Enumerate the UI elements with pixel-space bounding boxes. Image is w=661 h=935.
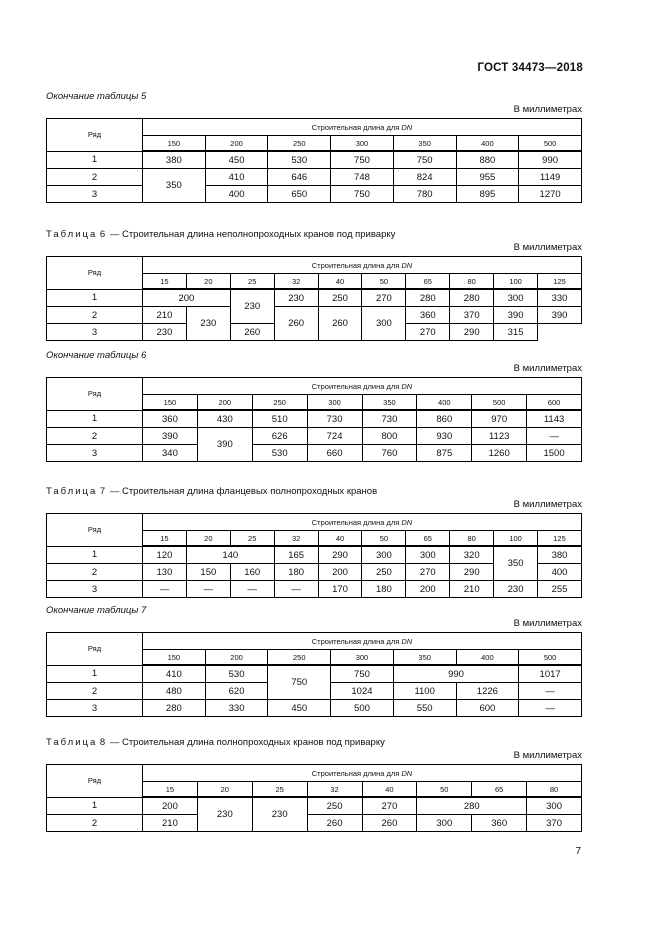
table-caption: Окончание таблицы 7 [46,605,147,616]
value-cell: 315 [494,324,538,341]
dn-header: 600 [527,395,582,411]
value-cell: 660 [307,445,362,462]
table-row [47,428,582,445]
dn-header: 20 [186,274,230,290]
dn-header: 200 [205,650,268,666]
dn-header: 80 [450,274,494,290]
series-cell: 2 [47,564,143,581]
series-cell: 3 [47,581,143,598]
series-cell: 2 [47,428,143,445]
value-cell: 350 [143,169,206,203]
row-header: Ряд [47,765,143,798]
table-row [47,797,582,815]
value-cell: 824 [393,169,456,186]
value-cell: 1260 [472,445,527,462]
dn-header: 15 [143,531,187,547]
value-cell: 260 [230,324,274,341]
value-cell: 370 [527,815,582,832]
value-cell: 260 [318,307,362,341]
dn-header: 50 [362,274,406,290]
series-cell: 3 [47,186,143,203]
value-cell: 380 [143,151,206,169]
value-cell: 875 [417,445,472,462]
dn-header: 80 [450,531,494,547]
units-label: В миллиметрах [513,363,582,374]
series-cell: 3 [47,324,143,341]
value-cell: 330 [538,289,582,307]
value-cell: 430 [197,410,252,428]
value-cell: 280 [450,289,494,307]
dn-header: 15 [143,274,187,290]
row-header: Ряд [47,514,143,547]
value-cell: — [527,428,582,445]
dn-caption: Строительная длина для DN [143,378,582,395]
table-7-end-block [46,605,582,717]
value-cell: 250 [318,289,362,307]
value-cell: 390 [494,307,538,324]
dn-header: 400 [417,395,472,411]
value-cell: 260 [274,307,318,341]
value-cell: 300 [417,815,472,832]
dn-header: 500 [472,395,527,411]
dn-header: 65 [406,274,450,290]
value-cell: 140 [186,546,274,564]
dn-header: 250 [268,136,331,152]
dn-caption: Строительная длина для DN [143,119,582,136]
value-cell: 1149 [519,169,582,186]
value-cell: 370 [450,307,494,324]
value-cell: 290 [450,324,494,341]
value-cell: 1270 [519,186,582,203]
value-cell: 290 [450,564,494,581]
value-cell: 270 [362,797,417,815]
value-cell: 750 [331,151,394,169]
dn-header: 65 [472,782,527,798]
value-cell: 390 [538,307,582,324]
dn-header: 350 [362,395,417,411]
table-7-end [46,632,582,717]
dn-header: 100 [494,531,538,547]
value-cell: 750 [331,186,394,203]
value-cell: 360 [406,307,450,324]
value-cell: 410 [205,169,268,186]
value-cell: 120 [143,546,187,564]
dn-caption: Строительная длина для DN [143,514,582,531]
series-cell: 2 [47,683,143,700]
value-cell: 180 [274,564,318,581]
value-cell: 990 [519,151,582,169]
value-cell: — [186,581,230,598]
dn-header: 20 [186,531,230,547]
dn-header: 32 [307,782,362,798]
value-cell: 1226 [456,683,519,700]
dn-header: 40 [362,782,417,798]
table-caption: Таблица 6 — Строительная длина неполнопроходных кранов под приварку [46,229,396,240]
value-cell: — [143,581,187,598]
value-cell: 530 [205,665,268,683]
value-cell: 530 [268,151,331,169]
value-cell: 550 [393,700,456,717]
value-cell: 150 [186,564,230,581]
dn-header: 350 [393,650,456,666]
value-cell: 600 [456,700,519,717]
series-cell: 3 [47,445,143,462]
dn-header: 400 [456,136,519,152]
value-cell: 724 [307,428,362,445]
value-cell: 300 [362,546,406,564]
value-cell: 300 [527,797,582,815]
value-cell: 750 [268,665,331,700]
value-cell: 160 [230,564,274,581]
dn-header: 32 [274,531,318,547]
dn-header: 200 [197,395,252,411]
page-number: 7 [575,846,581,857]
dn-header: 25 [252,782,307,798]
table-row [47,307,582,324]
value-cell: 410 [143,665,206,683]
table-5-end-block [46,91,582,203]
row-header: Ряд [47,633,143,666]
table-8 [46,764,582,832]
table-row [47,169,582,186]
value-cell: 280 [417,797,527,815]
table-7 [46,513,582,598]
dn-header: 50 [417,782,472,798]
value-cell: 340 [143,445,198,462]
value-cell: 300 [494,289,538,307]
table-6 [46,256,582,341]
value-cell: 626 [252,428,307,445]
units-label: В миллиметрах [513,242,582,253]
value-cell: 955 [456,169,519,186]
value-cell: 350 [494,546,538,581]
value-cell: 780 [393,186,456,203]
dn-header: 500 [519,136,582,152]
table-row [47,186,582,203]
value-cell: 1123 [472,428,527,445]
document-code: ГОСТ 34473—2018 [477,62,583,74]
dn-header: 250 [252,395,307,411]
value-cell: 646 [268,169,331,186]
value-cell: 620 [205,683,268,700]
value-cell: 390 [197,428,252,462]
dn-header: 15 [143,782,198,798]
value-cell: 480 [143,683,206,700]
value-cell: 380 [538,546,582,564]
units-label: В миллиметрах [513,750,582,761]
table-row [47,815,582,832]
dn-header: 150 [143,650,206,666]
value-cell: 530 [252,445,307,462]
value-cell: 200 [143,797,198,815]
dn-header: 20 [197,782,252,798]
value-cell: 730 [307,410,362,428]
table-row [47,151,582,169]
value-cell: 230 [186,307,230,341]
value-cell: 170 [318,581,362,598]
table-6-end [46,377,582,462]
dn-header: 40 [318,274,362,290]
value-cell: 1100 [393,683,456,700]
value-cell: 230 [230,289,274,324]
dn-header: 65 [406,531,450,547]
value-cell: 750 [393,151,456,169]
dn-header: 100 [494,274,538,290]
series-cell: 2 [47,169,143,186]
value-cell: 450 [268,700,331,717]
value-cell: 748 [331,169,394,186]
dn-header: 150 [143,395,198,411]
value-cell: 300 [406,546,450,564]
value-cell: 130 [143,564,187,581]
value-cell: 260 [307,815,362,832]
dn-header: 25 [230,531,274,547]
value-cell: 290 [318,546,362,564]
value-cell: 230 [143,324,187,341]
value-cell: 255 [538,581,582,598]
row-header: Ряд [47,378,143,411]
dn-header: 200 [205,136,268,152]
value-cell: 1500 [527,445,582,462]
value-cell: 930 [417,428,472,445]
row-header: Ряд [47,119,143,152]
value-cell: 510 [252,410,307,428]
value-cell: 280 [406,289,450,307]
value-cell: 300 [362,307,406,341]
dn-header: 80 [527,782,582,798]
table-row [47,410,582,428]
series-cell: 3 [47,700,143,717]
value-cell: 1017 [519,665,582,683]
table-caption: Окончание таблицы 6 [46,350,147,361]
series-cell: 1 [47,665,143,683]
table-row [47,665,582,683]
dn-header: 300 [331,650,394,666]
dn-caption: Строительная длина для DN [143,257,582,274]
value-cell: 165 [274,546,318,564]
value-cell: 750 [331,665,394,683]
value-cell: 880 [456,151,519,169]
value-cell: 230 [252,797,307,832]
dn-header: 32 [274,274,318,290]
series-cell: 1 [47,151,143,169]
table-row [47,289,582,307]
value-cell: 200 [143,289,231,307]
value-cell: 250 [307,797,362,815]
dn-header: 125 [538,531,582,547]
units-label: В миллиметрах [513,104,582,115]
dn-caption: Строительная длина для DN [143,633,582,650]
value-cell: 1024 [331,683,394,700]
value-cell: 800 [362,428,417,445]
table-caption: Окончание таблицы 5 [46,91,147,102]
value-cell: 210 [143,307,187,324]
table-row [47,445,582,462]
value-cell: 970 [472,410,527,428]
value-cell: 860 [417,410,472,428]
value-cell: 200 [406,581,450,598]
series-cell: 1 [47,797,143,815]
value-cell: 280 [143,700,206,717]
dn-header: 350 [393,136,456,152]
dn-caption: Строительная длина для DN [143,765,582,782]
table-5-end [46,118,582,203]
dn-header: 400 [456,650,519,666]
value-cell: 990 [393,665,518,683]
value-cell: 760 [362,445,417,462]
dn-header: 150 [143,136,206,152]
dn-header: 500 [519,650,582,666]
table-caption: Таблица 8 — Строительная длина полнопроходных кранов под приварку [46,737,385,748]
value-cell: 500 [331,700,394,717]
table-row [47,700,582,717]
value-cell: — [274,581,318,598]
value-cell: 390 [143,428,198,445]
value-cell: 400 [538,564,582,581]
dn-header: 300 [307,395,362,411]
value-cell: 230 [197,797,252,832]
value-cell: 260 [362,815,417,832]
table-row [47,546,582,564]
value-cell: — [519,683,582,700]
value-cell: 320 [450,546,494,564]
dn-header: 50 [362,531,406,547]
value-cell: 270 [406,564,450,581]
table-6-block [46,229,582,341]
table-8-block [46,737,582,832]
series-cell: 2 [47,815,143,832]
table-row [47,581,582,598]
value-cell: 650 [268,186,331,203]
value-cell: 200 [318,564,362,581]
row-header: Ряд [47,257,143,290]
dn-header: 300 [331,136,394,152]
value-cell: 1143 [527,410,582,428]
value-cell: 400 [205,186,268,203]
value-cell: 230 [274,289,318,307]
value-cell: 210 [450,581,494,598]
table-caption: Таблица 7 — Строительная длина фланцевых полнопроходных кранов [46,486,378,497]
units-label: В миллиметрах [513,499,582,510]
value-cell: 210 [143,815,198,832]
series-cell: 1 [47,410,143,428]
value-cell: 450 [205,151,268,169]
value-cell: 270 [406,324,450,341]
value-cell: 730 [362,410,417,428]
value-cell: 330 [205,700,268,717]
table-6-end-block [46,350,582,462]
value-cell: 180 [362,581,406,598]
series-cell: 1 [47,546,143,564]
series-cell: 1 [47,289,143,307]
dn-header: 25 [230,274,274,290]
value-cell: 250 [362,564,406,581]
series-cell: 2 [47,307,143,324]
dn-header: 125 [538,274,582,290]
value-cell: 360 [472,815,527,832]
dn-header: 40 [318,531,362,547]
value-cell: — [230,581,274,598]
value-cell: 230 [494,581,538,598]
value-cell: 270 [362,289,406,307]
units-label: В миллиметрах [513,618,582,629]
value-cell: — [519,700,582,717]
value-cell: 895 [456,186,519,203]
value-cell: 360 [143,410,198,428]
dn-header: 250 [268,650,331,666]
table-7-block [46,486,582,598]
